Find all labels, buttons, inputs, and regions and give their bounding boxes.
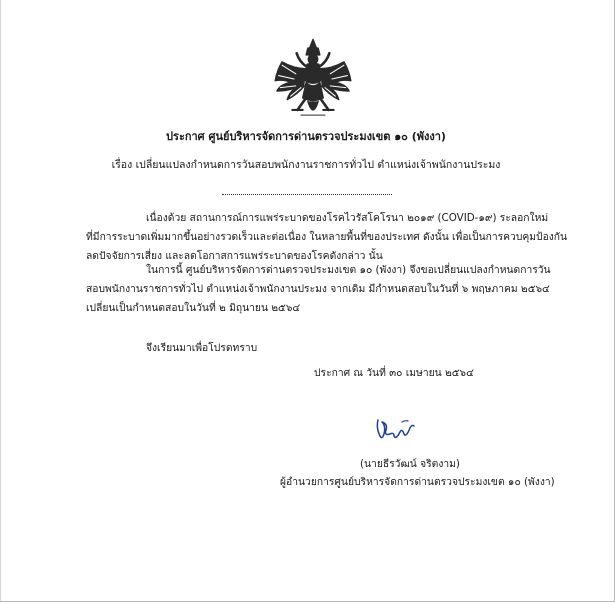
closing-line: จึงเรียนมาเพื่อโปรดทราบ (146, 342, 258, 354)
announcement-subject: เรื่อง เปลี่ยนแปลงกำหนดการวันสอบพนักงานราชการทั่วไป ตำแหน่งเจ้าพนักงานประมง (111, 159, 501, 171)
announcement-date: ประกาศ ณ วันที่ ๓๐ เมษายน ๒๕๖๔ (314, 367, 474, 379)
paragraph-background (86, 209, 568, 266)
paragraph-line: ที่มีการระบาดเพิ่มมากขึ้นอย่างรวดเร็วและต่อเนื่อง ในหลายพื้นที่ของประเทศ ดังนั้น เพื่อเป็นการควบคุมป้องกัน (86, 231, 568, 243)
signature-icon (372, 414, 418, 446)
signer-name: (นายธีรวัฒน์ จริตงาม) (360, 458, 460, 470)
paragraph-schedule-change (86, 261, 551, 318)
garuda-emblem-icon (270, 36, 356, 122)
paragraph-line: เนื่องด้วย สถานการณ์การแพร่ระบาดของโรคไวรัสโคโรนา ๒๐๑๙ (COVID-๑๙) ระลอกใหม่ (146, 212, 549, 224)
paragraph-line: ลดปัจจัยการเสี่ยง และลดโอกาสการแพร่ระบาดของโรคดังกล่าว นั้น (86, 250, 383, 262)
paragraph-line: สอบพนักงานราชการทั่วไป ตำแหน่งเจ้าพนักงานประมง จากเดิม มีกำหนดสอบในวันที่ ๖ พฤษภาคม ๒๕๖๔ (86, 283, 550, 295)
paragraph-line: เปลี่ยนเป็นกำหนดสอบในวันที่ ๒ มิถุนายน ๒๕๖๔ (86, 302, 301, 314)
signer-position: ผู้อำนวยการศูนย์บริหารจัดการด่านตรวจประมงเขต ๑๐ (พังงา) (280, 476, 555, 488)
announcement-title: ประกาศ ศูนย์บริหารจัดการด่านตรวจประมงเขต ๑๐ (พังงา) (166, 130, 446, 143)
section-divider (222, 194, 392, 195)
paragraph-line: ในการนี้ ศูนย์บริหารจัดการด่านตรวจประมงเขต ๑๐ (พังงา) จึงขอเปลี่ยนแปลงกำหนดการวัน (146, 264, 551, 276)
